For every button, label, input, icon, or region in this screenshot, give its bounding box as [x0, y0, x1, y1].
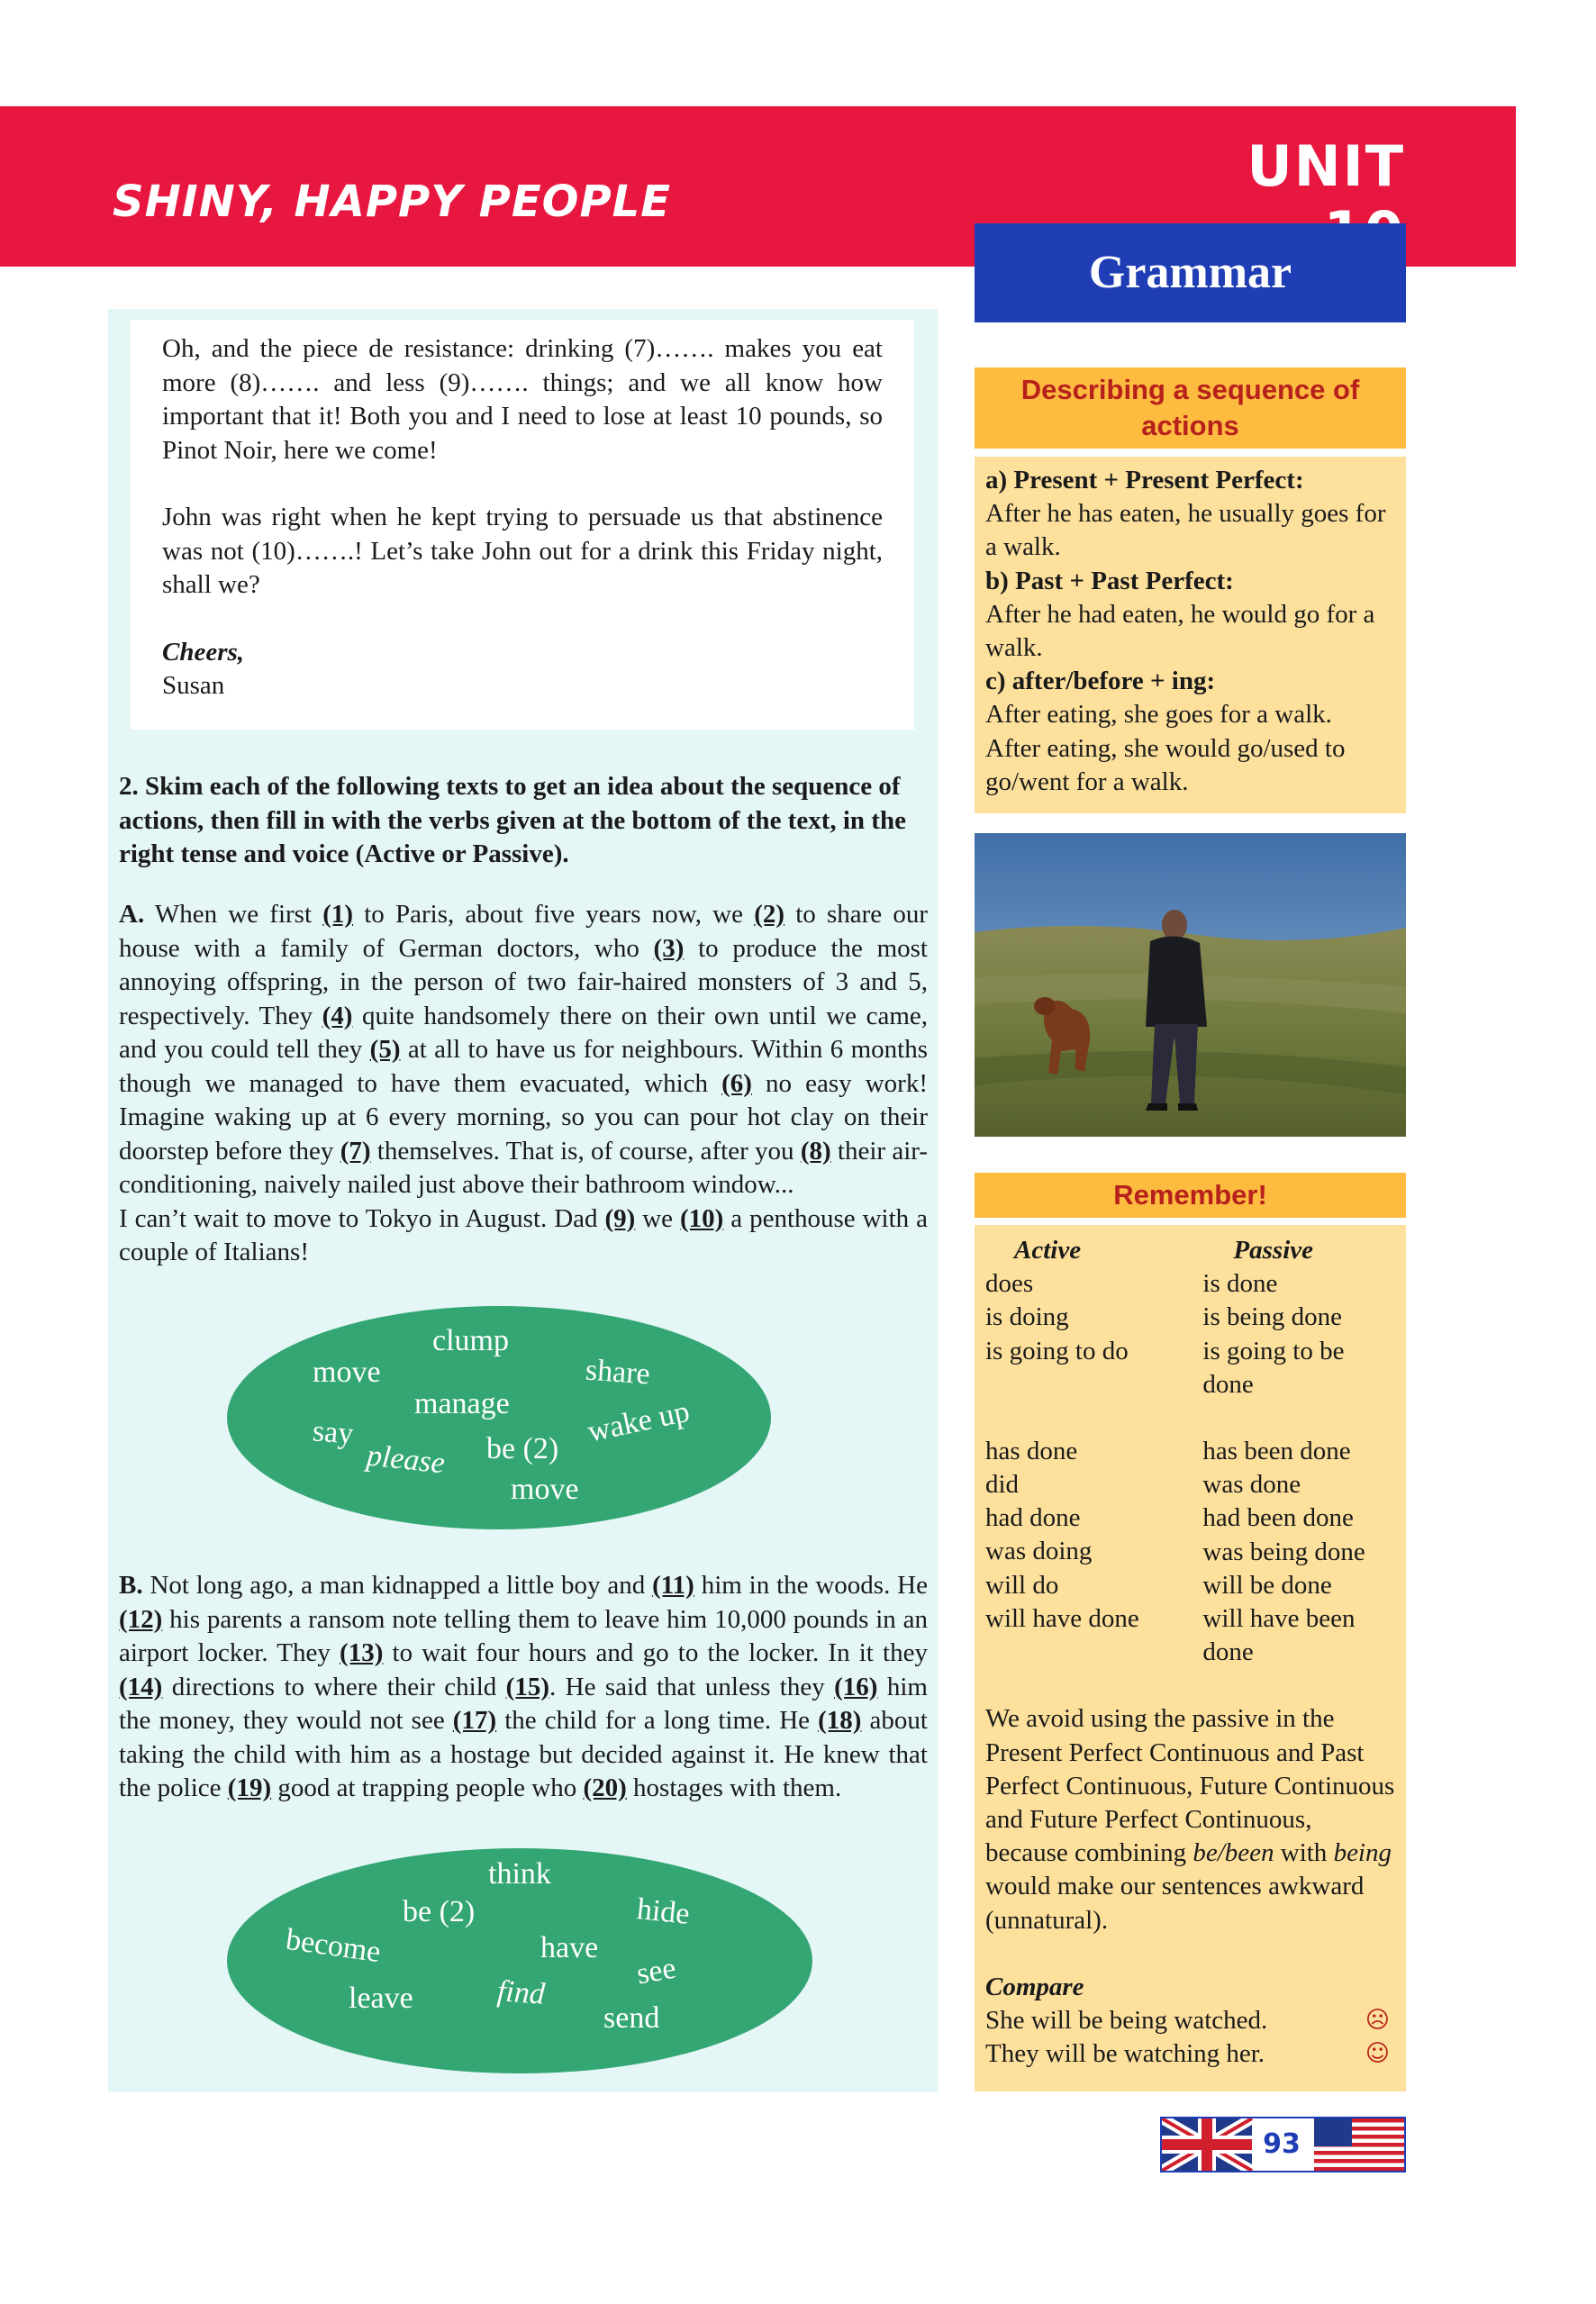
text-b-segment: about taking the child with him as a hostage but decided against it. He knew that the police [119, 1706, 928, 1802]
blank-11: (11) [652, 1571, 694, 1600]
word-bank-b-word: have [540, 1931, 599, 1964]
text-b-segment: him in the woods. He [694, 1571, 928, 1600]
text-b-segment: his parents a ransom note telling them to leave him 10,000 pounds in an airport locker. They [119, 1604, 928, 1667]
blank-15: (15) [505, 1672, 549, 1701]
sad-face-icon: ☹ [1365, 2007, 1390, 2035]
rule-a-example: After he has eaten, he usually goes for a walk. [985, 499, 1386, 562]
text-a-segment: to Paris, about five years now, we [353, 900, 755, 929]
active-form: is going to do [985, 1336, 1129, 1365]
blank-4: (4) [322, 1001, 353, 1030]
blank-19: (19) [227, 1773, 272, 1802]
passive-form: done [1202, 1637, 1254, 1667]
text-b-segment: directions to where their child [162, 1672, 506, 1701]
note-emphasis: being [1333, 1838, 1392, 1868]
us-flag-icon [1314, 2118, 1404, 2171]
rule-c-example-2: After eating, she would go/used to go/went for a walk. [985, 733, 1346, 796]
text-a-segment: I can’t wait to move to Tokyo in August. Dad [119, 1203, 605, 1233]
passive-form: is being done [1202, 1302, 1343, 1332]
word-bank-a-word: move [313, 1356, 381, 1389]
blank-3: (3) [653, 933, 685, 963]
compare-example-1: She will be being watched. [985, 2006, 1268, 2036]
blank-17: (17) [452, 1706, 497, 1735]
spacer [1202, 1401, 1395, 1435]
active-form: did [985, 1470, 1020, 1500]
text-b-segment: good at trapping people who [271, 1773, 584, 1802]
rule-b-heading: b) Past + Past Perfect: [985, 566, 1234, 595]
blank-13: (13) [340, 1638, 384, 1667]
blank-5: (5) [369, 1035, 401, 1064]
page-title: SHINY, HAPPY PEOPLE [113, 177, 672, 227]
passive-form: was being done [1202, 1537, 1365, 1566]
exercise-instruction: 2. Skim each of the following texts to get an idea about the sequence of actions, then fill in with the verbs given at the bottom of the text, in the right tense and voice (Active or Passive). [119, 772, 906, 868]
passive-form: will be done [1202, 1570, 1332, 1600]
text-b-segment: the child for a long time. He [496, 1706, 819, 1735]
blank-2: (2) [754, 900, 785, 929]
uk-flag-icon [1162, 2118, 1252, 2171]
text-a-segment: quite handsomely there on their own until we came, and you could tell they [119, 1001, 928, 1064]
note-text: We avoid using the passive in the Present Perfect Continuous and Past Perfect Continuous, Future Continuous and Future Perfect Continuous, because combining [985, 1704, 1395, 1868]
passive-form: was done [1202, 1470, 1301, 1500]
word-bank-b-word: hide [635, 1892, 692, 1931]
note-text: with [1274, 1838, 1334, 1868]
letter-paragraph-1: Oh, and the piece de resistance: drinking (7)……. makes you eat more (8)……. and less (9)……. things; and we all know how important that it! Both you and I need to lose at least 10 pounds, so Pinot Noir, here we come! [162, 334, 883, 465]
text-a-tag: A. [119, 900, 145, 929]
remember-body [975, 1225, 1406, 2091]
word-bank-b-word: see [634, 1951, 679, 1991]
word-bank-a-word: manage [414, 1387, 510, 1420]
note-text: would make our sentences awkward (unnatural). [985, 1872, 1365, 1935]
text-b-tag: B. [119, 1571, 143, 1600]
text-b-segment: . He said that unless they [549, 1672, 835, 1701]
spacer [985, 1368, 1202, 1401]
word-bank-a-word: clump [432, 1324, 509, 1357]
blank-1: (1) [322, 900, 354, 929]
blank-10: (10) [680, 1203, 724, 1233]
blank-9: (9) [604, 1203, 636, 1233]
active-form: does [985, 1269, 1034, 1299]
passive-column [1202, 1234, 1395, 1669]
text-a [119, 898, 928, 1270]
passive-form: is done [1202, 1269, 1278, 1299]
word-bank-a-word: share [584, 1353, 651, 1392]
active-form: has done [985, 1436, 1078, 1465]
remember-heading: Remember! [975, 1173, 1406, 1218]
text-b [119, 1569, 928, 1806]
letter-closing: Cheers, [162, 637, 245, 667]
describing-sequence-heading: Describing a sequence of actions [975, 367, 1406, 449]
word-bank-b-word: become [284, 1922, 383, 1970]
letter-box [131, 320, 914, 730]
letter-paragraph-2: John was right when he kept trying to persuade us that abstinence was not (10)…….! Let’s take John out for a drink this Friday night, shall we? [162, 503, 883, 599]
passive-form: will have been [1202, 1604, 1356, 1634]
text-b-segment: him the money, they would not see [119, 1672, 928, 1735]
blank-18: (18) [818, 1706, 862, 1735]
text-b-segment: to wait four hours and go to the locker. In it they [383, 1638, 928, 1667]
word-bank-a-word: wake up [585, 1394, 693, 1449]
text-b-segment: hostages with them. [626, 1773, 842, 1802]
spacer [985, 1401, 1202, 1435]
rule-b-example: After he had eaten, he would go for a walk. [985, 599, 1375, 663]
blank-6: (6) [721, 1068, 752, 1098]
text-a-segment: themselves. That is, of course, after you [370, 1136, 801, 1166]
text-a-segment: a penthouse with a couple of Italians! [119, 1203, 928, 1266]
blank-16: (16) [834, 1672, 878, 1701]
text-a-segment: we [635, 1203, 680, 1233]
passive-form: has been done [1202, 1437, 1351, 1466]
active-form: will do [985, 1570, 1059, 1600]
word-bank-b-word: think [488, 1857, 551, 1891]
rule-c-heading: c) after/before + ing: [985, 667, 1216, 696]
voice-table [985, 1234, 1395, 1669]
blank-14: (14) [119, 1672, 163, 1701]
passive-avoid-note [985, 1702, 1395, 1937]
passive-form: had been done [1202, 1503, 1354, 1533]
blank-20: (20) [583, 1773, 627, 1802]
text-a-segment: no easy work! Imagine waking up at 6 every morning, so you can pour hot clay on their doorstep before they [119, 1068, 928, 1166]
text-a-segment: When we first [154, 900, 323, 929]
compare-heading: Compare [985, 1972, 1084, 2001]
passive-column-heading: Passive [1233, 1236, 1313, 1265]
blank-12: (12) [119, 1604, 163, 1634]
grammar-section-label: Grammar [975, 223, 1406, 322]
word-bank-b-word: leave [349, 1982, 413, 2015]
passive-form: is going to be [1202, 1336, 1345, 1365]
compare-row-1 [985, 2004, 1395, 2037]
active-column [985, 1234, 1202, 1669]
active-form: will have done [985, 1603, 1139, 1633]
word-bank-b [227, 1848, 812, 2073]
unit-title: UNIT [1247, 133, 1405, 199]
active-form: had done [985, 1503, 1081, 1533]
compare-row-2 [985, 2037, 1395, 2071]
word-bank-a [227, 1306, 771, 1529]
text-a-segment: their air-conditioning, naively nailed just above their bathroom window... [119, 1136, 929, 1199]
word-bank-a-word: be (2) [486, 1432, 559, 1465]
active-form: is doing [985, 1302, 1069, 1332]
describing-sequence-body [975, 457, 1406, 813]
blank-7: (7) [340, 1136, 371, 1166]
word-bank-a-word: say [311, 1414, 355, 1451]
word-bank-a-word: please [365, 1438, 447, 1481]
page-number: 93 [1263, 2128, 1301, 2160]
word-bank-b-word: be (2) [403, 1895, 476, 1928]
word-bank-a-word: move [511, 1473, 579, 1506]
text-a-segment: to share our house with a family of German doctors, who [119, 900, 928, 963]
active-column-heading: Active [1014, 1236, 1082, 1265]
text-a-segment: to produce the most annoying offspring, in the person of two fair-haired monsters of 3 and 5, respectively. They [119, 933, 928, 1030]
blank-8: (8) [800, 1136, 831, 1166]
smiley-face-icon: ☺ [1365, 2040, 1390, 2068]
letter-signature: Susan [162, 671, 225, 700]
word-bank-b-word: find [495, 1974, 547, 2011]
text-a-segment: at all to have us for neighbours. Within 6 months though we managed to have them evacuated, which [119, 1035, 928, 1098]
text-b-segment: Not long ago, a man kidnapped a little boy and [142, 1571, 653, 1600]
active-form: was doing [985, 1537, 1093, 1566]
compare-example-2: They will be watching her. [985, 2039, 1265, 2069]
note-emphasis: be/been [1192, 1838, 1274, 1868]
passive-form: done [1202, 1369, 1254, 1399]
photo-person-walking-dog [975, 833, 1406, 1137]
rule-a-heading: a) Present + Present Perfect: [985, 466, 1304, 494]
rule-c-example-1: After eating, she goes for a walk. [985, 700, 1332, 730]
word-bank-b-word: send [603, 2001, 660, 2035]
